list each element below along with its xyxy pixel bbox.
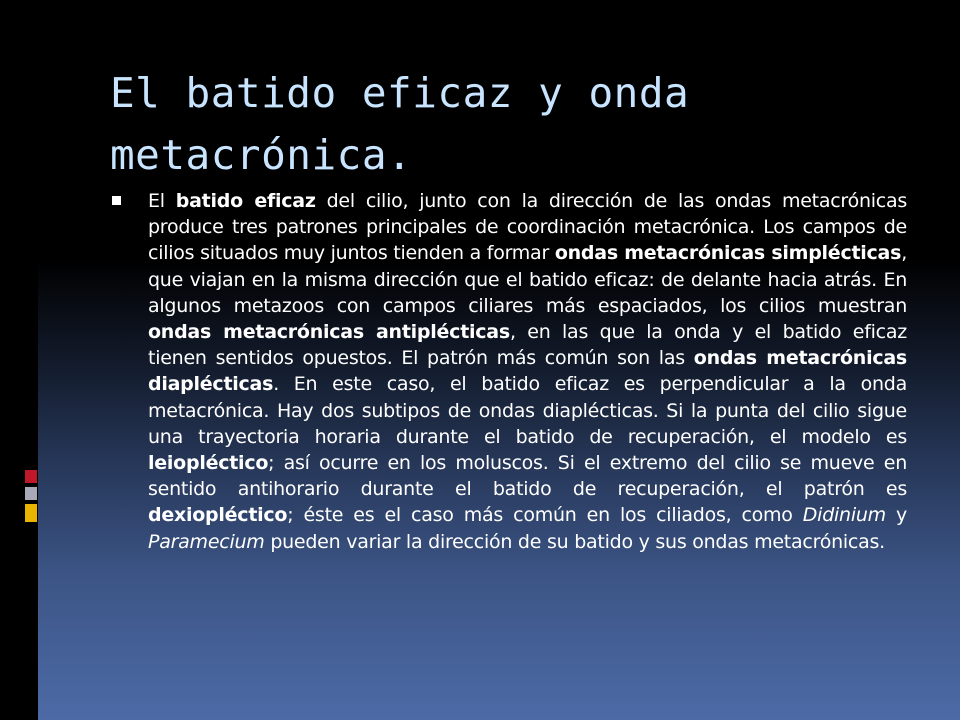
italic-term-paramecium: Paramecium — [148, 530, 265, 553]
bold-term-simplecticas: ondas metacrónicas simplécticas — [554, 242, 902, 265]
slide-body — [112, 188, 907, 555]
italic-term-didinium: Didinium — [802, 504, 886, 527]
bold-term-antiplecticas: ondas metacrónicas antiplécticas — [148, 321, 510, 344]
bold-term-leioplectico: leiopléctico — [148, 452, 269, 475]
text-run: y — [885, 504, 907, 527]
accent-bar-gray — [25, 487, 37, 500]
square-bullet-icon — [112, 196, 121, 205]
left-strip — [0, 0, 38, 720]
accent-bar-yellow — [25, 504, 37, 522]
text-run: . En este caso, el batido eficaz es perpendicular a la onda metacrónica. Hay dos subtipos de ondas diaplécticas. Si la punta del cilio sigue una trayectoria horaria durante el batido de recuperación, el modelo es — [148, 373, 907, 448]
text-run: del cilio, junto con la dirección de las ondas metacrónicas produce tres patrones principales de coordinación metacrónica. Los campos de cilios situados muy juntos tienden a formar — [148, 190, 908, 265]
text-run: El — [148, 190, 176, 212]
text-run: ; éste es el caso más común en los ciliados, como — [287, 504, 803, 527]
bold-term-batido-eficaz: batido eficaz — [175, 190, 316, 212]
accent-bar-red — [25, 470, 37, 483]
text-run: , que viajan en la misma dirección que el batido eficaz: de delante hacia atrás. En algunos metazoos con campos ciliares más espaciados, los cilios muestran — [148, 242, 907, 317]
bold-term-dexioplectico: dexiopléctico — [148, 504, 288, 527]
text-run: pueden variar la dirección de su batido y sus ondas metacrónicas. — [264, 530, 885, 553]
bullet-paragraph — [148, 188, 907, 555]
text-run: ; así ocurre en los moluscos. Si el extremo del cilio se mueve en sentido antihorario durante el batido de recuperación, el patrón es — [148, 452, 907, 501]
bold-term-diaplecticas: ondas metacrónicas diaplécticas — [148, 347, 907, 396]
slide-title: El batido eficaz y onda metacrónica. — [110, 69, 690, 179]
text-run: , en las que la onda y el batido eficaz tienen sentidos opuestos. El patrón más común son las — [148, 321, 907, 370]
